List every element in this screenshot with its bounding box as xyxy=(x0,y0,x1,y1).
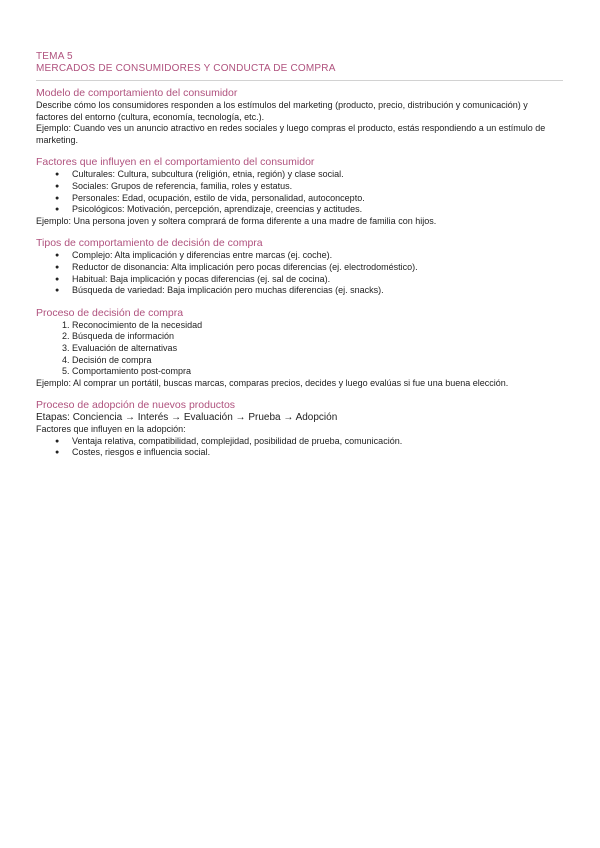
list-item: ● Búsqueda de variedad: Baja implicación pero muchas diferencias (ej. snacks). xyxy=(72,285,560,297)
topic-number: TEMA 5 xyxy=(36,51,73,62)
bullet-list xyxy=(36,250,560,296)
section-heading: Factores que influyen en el comportamiento del consumidor xyxy=(36,156,315,169)
section-adoption-process xyxy=(36,399,560,459)
section-heading: Tipos de comportamiento de decisión de compra xyxy=(36,237,263,250)
bullet-list xyxy=(36,436,560,459)
section-influencing-factors xyxy=(36,156,560,227)
list-item: ● Reductor de disonancia: Alta implicación pero pocas diferencias (ej. electrodoméstico). xyxy=(72,262,560,274)
list-item: 2. Búsqueda de información xyxy=(72,331,560,343)
section-heading: Modelo de comportamiento del consumidor xyxy=(36,87,238,99)
example-paragraph: Ejemplo: Una persona joven y soltera comprará de forma diferente a una madre de familia con hijos. xyxy=(36,215,437,226)
example-paragraph: Ejemplo: Al comprar un portátil, buscas marcas, comparas precios, decides y luego evalúas si fue una buena elección. xyxy=(36,377,509,388)
stages-line: Etapas: Conciencia → Interés → Evaluación → Prueba → Adopción xyxy=(36,412,338,424)
list-item: ● Psicológicos: Motivación, percepción, aprendizaje, creencias y actitudes. xyxy=(72,204,560,216)
list-item: ● Ventaja relativa, compatibilidad, complejidad, posibilidad de prueba, comunicación. xyxy=(72,436,560,448)
list-item: ● Costes, riesgos e influencia social. xyxy=(72,447,560,459)
list-item: ● Sociales: Grupos de referencia, familia, roles y estatus. xyxy=(72,181,560,193)
numbered-list xyxy=(36,320,560,378)
section-heading: Proceso de decisión de compra xyxy=(36,306,184,319)
list-item: ● Personales: Edad, ocupación, estilo de vida, personalidad, autoconcepto. xyxy=(72,193,560,205)
section-decision-process xyxy=(36,307,560,390)
list-item: ● Habitual: Baja implicación y pocas diferencias (ej. sal de cocina). xyxy=(72,274,560,286)
example-paragraph: Ejemplo: Cuando ves un anuncio atractivo en redes sociales y luego compras el producto, estás respondiendo a un estímulo de marketing. xyxy=(36,123,546,145)
list-item: 5. Comportamiento post-compra xyxy=(72,366,560,378)
title-divider xyxy=(36,80,563,81)
list-item: 1. Reconocimiento de la necesidad xyxy=(72,320,560,332)
list-item: 3. Evaluación de alternativas xyxy=(72,343,560,355)
document-title: MERCADOS DE CONSUMIDORES Y CONDUCTA DE COMPRA xyxy=(36,63,336,74)
section-heading: Proceso de adopción de nuevos productos xyxy=(36,399,236,412)
list-item: ● Complejo: Alta implicación y diferencias entre marcas (ej. coche). xyxy=(72,250,560,262)
section-decision-types xyxy=(36,237,560,296)
factors-intro: Factores que influyen en la adopción: xyxy=(36,424,186,435)
list-item: 4. Decisión de compra xyxy=(72,355,560,367)
list-item: ● Culturales: Cultura, subcultura (religión, etnia, región) y clase social. xyxy=(72,169,560,181)
section-consumer-model xyxy=(36,87,560,146)
bullet-list xyxy=(36,169,560,215)
paragraph: Describe cómo los consumidores responden a los estímulos del marketing (producto, precio, distribución y comunicación) y factores del entorno (cultura, economía, tecnología, etc.). xyxy=(36,100,528,122)
